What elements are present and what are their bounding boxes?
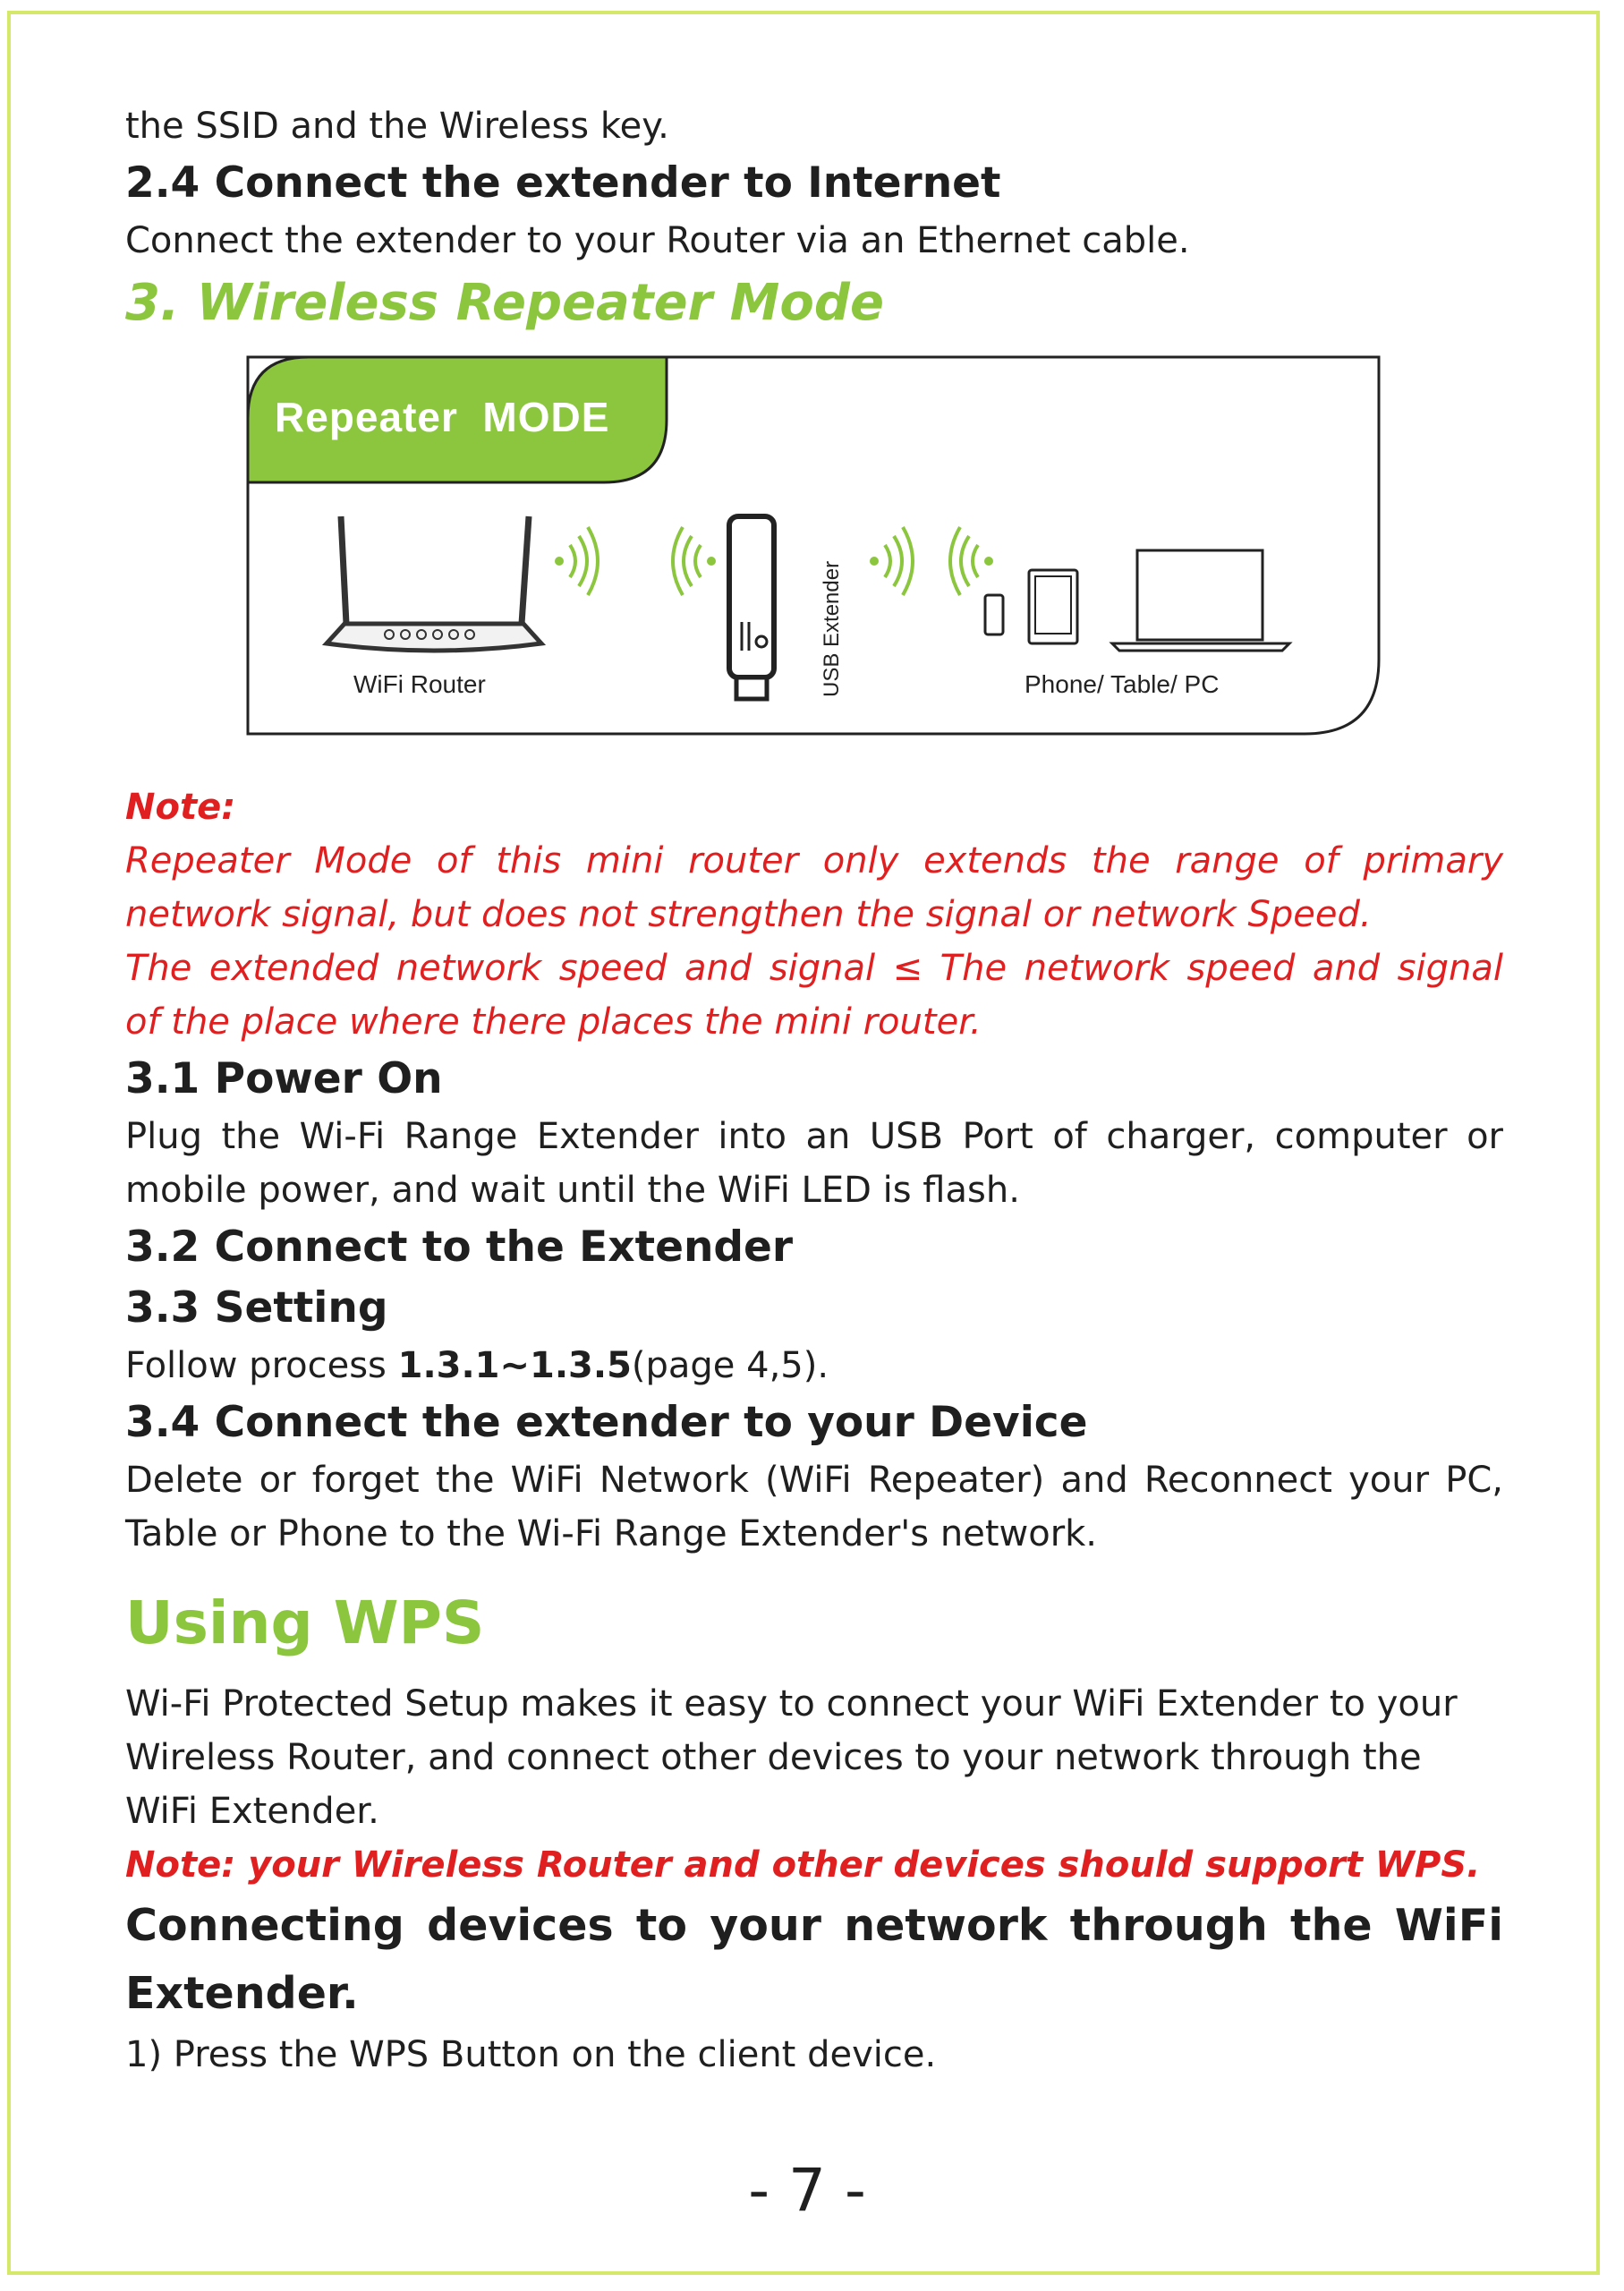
note-title: Note: xyxy=(125,787,236,828)
paragraph-3-4: Delete or forget the WiFi Network (WiFi Repeater) and Reconnect your PC, xyxy=(125,1460,1503,1501)
wps-step: 1) Press the WPS Button on the client device. xyxy=(125,2034,937,2075)
heading-3-2: 3.2 Connect to the Extender xyxy=(125,1222,794,1272)
page-frame xyxy=(7,11,1600,2275)
note-line: The extended network speed and signal ≤ The network speed and signal xyxy=(125,948,1503,989)
page-content xyxy=(125,99,1503,2082)
paragraph-3-1: mobile power, and wait until the WiFi LED is flash. xyxy=(125,1170,1020,1211)
tablet-icon xyxy=(1029,570,1077,643)
repeater-mode-diagram xyxy=(246,355,1382,736)
wps-title: Using WPS xyxy=(125,1588,485,1657)
wps-note: Note: your Wireless Router and other devices should support WPS. xyxy=(125,1844,1481,1886)
extender-label: USB Extender xyxy=(820,560,844,697)
wps-heading: Extender. xyxy=(125,1968,359,2019)
paragraph-3-1: Plug the Wi-Fi Range Extender into an USB Port of charger, computer or xyxy=(125,1116,1503,1157)
wps-paragraph: Wireless Router, and connect other devices to your network through the xyxy=(125,1737,1422,1778)
note-line: network signal, but does not strengthen the signal or network Speed. xyxy=(125,894,1372,935)
heading-2-4: 2.4 Connect the extender to Internet xyxy=(125,158,1001,208)
paragraph-3-4: Table or Phone to the Wi-Fi Range Extender's network. xyxy=(125,1513,1098,1554)
page-number: - 7 - xyxy=(748,2156,866,2225)
usb-extender-icon xyxy=(729,516,774,699)
paragraph-3-3 xyxy=(125,1339,1503,1392)
section-3-title: 3. Wireless Repeater Mode xyxy=(125,274,884,332)
heading-3-3: 3.3 Setting xyxy=(125,1283,388,1333)
wps-paragraph: WiFi Extender. xyxy=(125,1791,379,1832)
heading-3-4: 3.4 Connect the extender to your Device xyxy=(125,1398,1088,1447)
laptop-icon xyxy=(1112,550,1289,651)
devices-label: Phone/ Table/ PC xyxy=(1025,670,1220,698)
process-prefix: Follow process xyxy=(125,1345,398,1386)
note-line: Repeater Mode of this mini router only extends the range of primary xyxy=(125,840,1503,881)
router-label: WiFi Router xyxy=(353,670,486,698)
process-range: 1.3.1~1.3.5 xyxy=(397,1345,632,1386)
wps-paragraph: Wi-Fi Protected Setup makes it easy to connect your WiFi Extender to your xyxy=(125,1683,1458,1725)
heading-3-1: 3.1 Power On xyxy=(125,1054,443,1103)
wps-heading: Connecting devices to your network through the WiFi xyxy=(125,1900,1503,1951)
phone-icon xyxy=(985,595,1003,634)
continued-text: the SSID and the Wireless key. xyxy=(125,106,669,147)
note-line: of the place where there places the mini router. xyxy=(125,1001,982,1043)
process-suffix: (page 4,5). xyxy=(631,1345,829,1386)
diagram-tab-label: Repeater MODE xyxy=(275,394,610,440)
paragraph-2-4: Connect the extender to your Router via an Ethernet cable. xyxy=(125,220,1190,261)
